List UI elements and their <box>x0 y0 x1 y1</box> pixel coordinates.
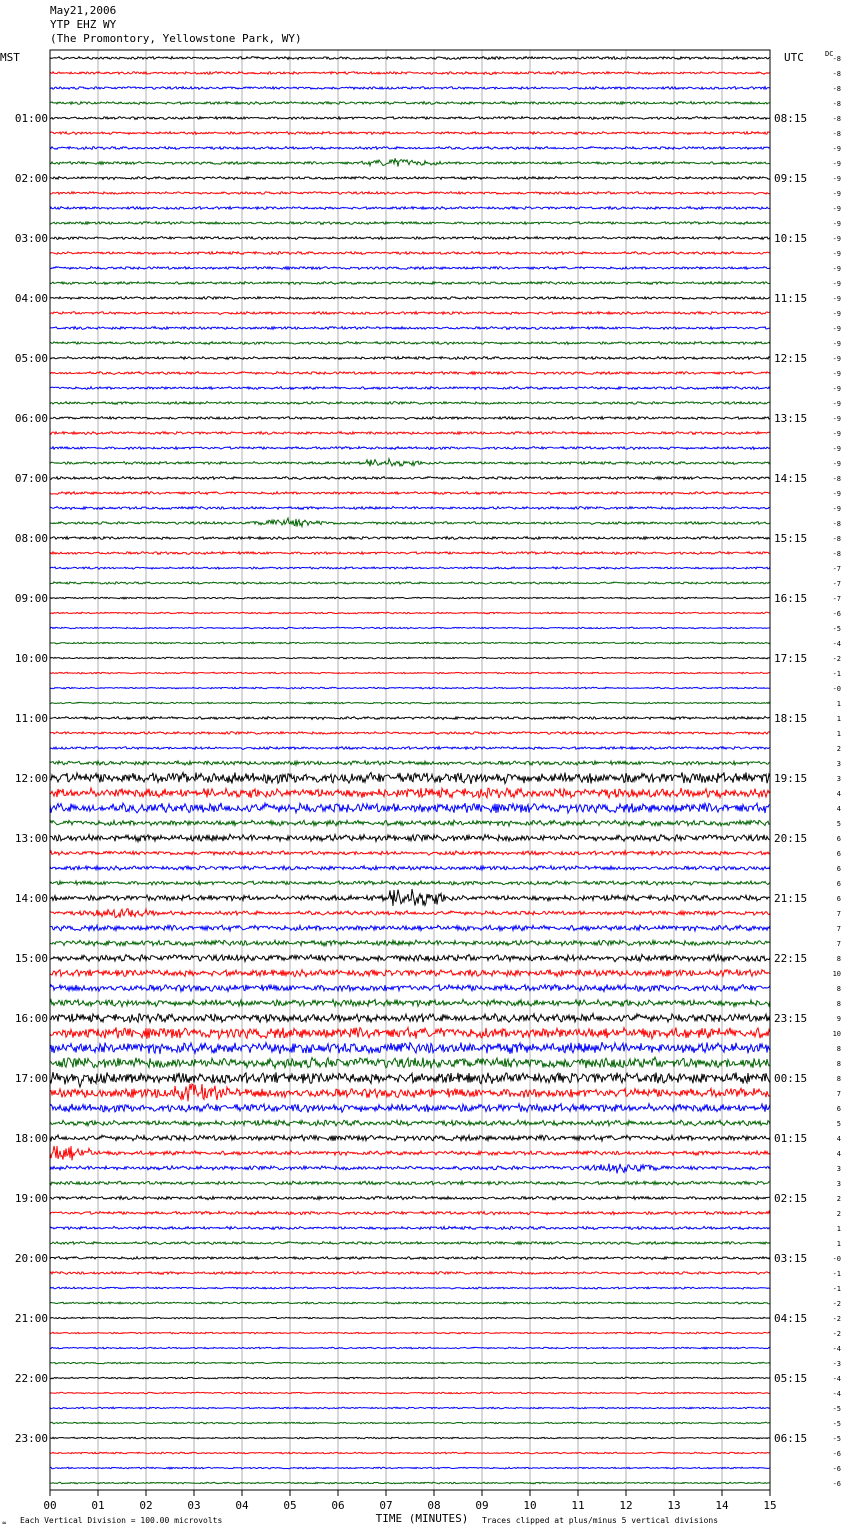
dc-offset-value: -9 <box>832 175 841 183</box>
dc-offset-value: 6 <box>836 865 841 873</box>
seismic-trace <box>50 627 770 629</box>
x-tick-label: 15 <box>763 1499 777 1512</box>
scale-legend: Each Vertical Division = 100.00 microvolts <box>20 1516 223 1525</box>
seismic-trace <box>50 1196 770 1200</box>
right-hour-label: 05:15 <box>774 1372 808 1385</box>
x-tick-label: 07 <box>379 1499 393 1512</box>
left-hour-label: 16:00 <box>14 1012 48 1025</box>
seismic-trace <box>50 132 770 135</box>
seismic-trace <box>50 788 770 798</box>
x-axis-title: TIME (MINUTES) <box>375 1512 469 1525</box>
dc-offset-value: 4 <box>836 790 841 798</box>
seismic-trace <box>50 552 770 555</box>
seismic-trace <box>50 387 770 390</box>
dc-offset-value: -1 <box>832 670 841 678</box>
left-hour-label: 19:00 <box>14 1192 48 1205</box>
dc-offset-value: -9 <box>832 430 841 438</box>
left-hour-label: 03:00 <box>14 232 48 245</box>
dc-offset-value: -9 <box>832 415 841 423</box>
dc-offset-value: 3 <box>836 760 841 768</box>
seismic-trace <box>50 327 770 330</box>
seismic-trace <box>50 567 770 569</box>
dc-offset-value: -3 <box>832 1360 841 1368</box>
left-hour-label: 08:00 <box>14 532 48 545</box>
dc-offset-value: 1 <box>836 1225 841 1233</box>
dc-offset-value: -9 <box>832 280 841 288</box>
right-hour-label: 12:15 <box>774 352 808 365</box>
dc-offset-value: -9 <box>832 400 841 408</box>
seismic-trace <box>50 747 770 750</box>
dc-offset-value: 7 <box>836 910 841 918</box>
seismic-trace <box>50 1332 770 1334</box>
dc-offset-value: -9 <box>832 145 841 153</box>
seismic-trace <box>50 1452 770 1454</box>
dc-offset-value: -7 <box>832 595 841 603</box>
left-hour-label: 21:00 <box>14 1312 48 1325</box>
dc-offset-value: -6 <box>832 1450 841 1458</box>
seismic-trace <box>50 642 770 644</box>
seismic-trace <box>50 672 770 674</box>
dc-offset-value: 7 <box>836 1090 841 1098</box>
seismic-trace <box>50 985 770 992</box>
seismic-trace <box>50 702 770 704</box>
x-tick-label: 01 <box>91 1499 105 1512</box>
dc-offset-value: -9 <box>832 205 841 213</box>
dc-offset-value: -6 <box>832 1465 841 1473</box>
seismic-trace <box>50 851 770 855</box>
dc-offset-value: -2 <box>832 655 841 663</box>
dc-offset-value: -8 <box>832 115 841 123</box>
seismic-trace <box>50 102 770 105</box>
dc-offset-value: 8 <box>836 985 841 993</box>
dc-offset-value: 5 <box>836 820 841 828</box>
seismic-trace <box>50 372 770 375</box>
dc-offset-value: 8 <box>836 1060 841 1068</box>
seismic-trace <box>50 1437 770 1439</box>
dc-offset-value: -9 <box>832 160 841 168</box>
seismic-trace <box>50 117 770 120</box>
seismic-trace <box>50 925 770 931</box>
x-tick-label: 09 <box>475 1499 489 1512</box>
right-hour-label: 04:15 <box>774 1312 808 1325</box>
seismic-trace <box>50 1302 770 1304</box>
dc-offset-header: DC <box>825 50 834 58</box>
seismic-trace <box>50 1014 770 1023</box>
right-hour-label: 01:15 <box>774 1132 808 1145</box>
dc-offset-value: 4 <box>836 1150 841 1158</box>
dc-offset-value: -4 <box>832 1375 841 1383</box>
dc-offset-value: -8 <box>832 55 841 63</box>
dc-offset-value: -4 <box>832 1390 841 1398</box>
seismic-trace <box>50 834 770 841</box>
plot-date: May21,2006 <box>50 4 117 17</box>
x-tick-label: 12 <box>619 1499 633 1512</box>
seismic-trace <box>50 1272 770 1275</box>
dc-offset-value: -9 <box>832 445 841 453</box>
seismic-trace <box>50 889 770 906</box>
station-code: YTP EHZ WY <box>50 18 117 31</box>
dc-offset-value: -8 <box>832 85 841 93</box>
seismic-trace <box>50 1072 770 1087</box>
seismic-trace <box>50 940 770 946</box>
dc-offset-value: -8 <box>832 475 841 483</box>
dc-offset-value: -1 <box>832 1285 841 1293</box>
seismic-trace <box>50 1242 770 1245</box>
seismic-trace <box>50 1146 770 1160</box>
seismic-trace <box>50 1287 770 1289</box>
dc-offset-value: 10 <box>832 970 841 978</box>
dc-offset-value: -9 <box>832 490 841 498</box>
seismic-trace <box>50 87 770 90</box>
dc-offset-value: 1 <box>836 730 841 738</box>
dc-offset-value: 3 <box>836 1180 841 1188</box>
seismic-trace <box>50 447 770 450</box>
dc-offset-value: 2 <box>836 1210 841 1218</box>
seismic-trace <box>50 954 770 961</box>
left-hour-label: 12:00 <box>14 772 48 785</box>
seismic-trace <box>50 222 770 225</box>
seismic-trace <box>50 1407 770 1409</box>
right-hour-label: 03:15 <box>774 1252 808 1265</box>
right-hour-label: 00:15 <box>774 1072 808 1085</box>
seismic-trace <box>50 432 770 435</box>
seismic-trace <box>50 1422 770 1424</box>
left-hour-label: 11:00 <box>14 712 48 725</box>
dc-offset-value: -4 <box>832 640 841 648</box>
left-hour-label: 09:00 <box>14 592 48 605</box>
seismic-trace <box>50 1257 770 1260</box>
seismic-trace <box>50 1084 770 1101</box>
right-hour-label: 13:15 <box>774 412 808 425</box>
dc-offset-value: -0 <box>832 685 841 693</box>
left-hour-label: 04:00 <box>14 292 48 305</box>
seismic-trace <box>50 1135 770 1141</box>
dc-offset-value: 10 <box>832 1030 841 1038</box>
right-hour-label: 17:15 <box>774 652 808 665</box>
right-hour-label: 15:15 <box>774 532 808 545</box>
seismic-trace <box>50 1120 770 1126</box>
dc-offset-value: -9 <box>832 325 841 333</box>
right-hour-label: 22:15 <box>774 952 808 965</box>
seismic-trace <box>50 1181 770 1185</box>
dc-offset-value: -8 <box>832 520 841 528</box>
seismic-trace <box>50 1226 770 1229</box>
left-timezone-label: MST <box>0 51 20 64</box>
x-tick-label: 04 <box>235 1499 249 1512</box>
seismic-trace <box>50 772 770 784</box>
left-hour-label: 01:00 <box>14 112 48 125</box>
right-hour-label: 14:15 <box>774 472 808 485</box>
right-hour-label: 16:15 <box>774 592 808 605</box>
dc-offset-value: 2 <box>836 745 841 753</box>
left-hour-label: 20:00 <box>14 1252 48 1265</box>
left-hour-label: 10:00 <box>14 652 48 665</box>
dc-offset-value: 6 <box>836 880 841 888</box>
dc-offset-value: -9 <box>832 385 841 393</box>
seismic-trace <box>50 57 770 60</box>
seismic-trace <box>50 1211 770 1215</box>
dc-offset-value: 6 <box>836 1105 841 1113</box>
right-hour-label: 19:15 <box>774 772 808 785</box>
dc-offset-value: -8 <box>832 70 841 78</box>
dc-offset-value: 4 <box>836 1135 841 1143</box>
dc-offset-value: 3 <box>836 1165 841 1173</box>
dc-offset-value: -5 <box>832 1405 841 1413</box>
seismic-trace <box>50 881 770 885</box>
right-hour-label: 20:15 <box>774 832 808 845</box>
seismic-trace <box>50 237 770 240</box>
dc-offset-value: -8 <box>832 550 841 558</box>
dc-offset-value: 3 <box>836 775 841 783</box>
left-hour-label: 14:00 <box>14 892 48 905</box>
seismic-trace <box>50 158 770 166</box>
left-hour-label: 22:00 <box>14 1372 48 1385</box>
dc-offset-value: 1 <box>836 715 841 723</box>
x-tick-label: 06 <box>331 1499 345 1512</box>
seismic-trace <box>50 477 770 480</box>
seismic-trace <box>50 72 770 75</box>
dc-offset-value: -9 <box>832 460 841 468</box>
seismic-trace <box>50 147 770 150</box>
dc-offset-value: 6 <box>836 835 841 843</box>
right-hour-label: 10:15 <box>774 232 808 245</box>
dc-offset-value: -9 <box>832 235 841 243</box>
dc-offset-value: -5 <box>832 625 841 633</box>
seismic-traces <box>50 57 770 1484</box>
seismic-trace <box>50 1347 770 1349</box>
seismic-trace <box>50 518 770 526</box>
seismic-trace <box>50 597 770 599</box>
left-hour-label: 06:00 <box>14 412 48 425</box>
seismic-trace <box>50 492 770 495</box>
seismic-trace <box>50 267 770 270</box>
seismic-trace <box>50 1377 770 1379</box>
left-hour-label: 23:00 <box>14 1432 48 1445</box>
right-hour-label: 11:15 <box>774 292 808 305</box>
seismic-trace <box>50 342 770 345</box>
seismic-trace <box>50 402 770 405</box>
left-hour-label: 15:00 <box>14 952 48 965</box>
seismic-trace <box>50 820 770 826</box>
right-timezone-label: UTC <box>784 51 804 64</box>
x-tick-label: 02 <box>139 1499 153 1512</box>
seismic-trace <box>50 1482 770 1484</box>
seismic-trace <box>50 657 770 659</box>
seismic-trace <box>50 761 770 765</box>
left-hour-label: 18:00 <box>14 1132 48 1145</box>
seismic-trace <box>50 207 770 210</box>
seismic-trace <box>50 909 770 918</box>
dc-offset-value: -4 <box>832 1345 841 1353</box>
seismic-trace <box>50 1164 770 1174</box>
left-hour-label: 07:00 <box>14 472 48 485</box>
dc-offset-value: -9 <box>832 370 841 378</box>
right-hour-label: 08:15 <box>774 112 808 125</box>
x-tick-label: 14 <box>715 1499 729 1512</box>
dc-offset-value: 6 <box>836 850 841 858</box>
dc-offset-value: -8 <box>832 100 841 108</box>
seismic-trace <box>50 612 770 614</box>
seismic-trace <box>50 582 770 584</box>
station-location: (The Promontory, Yellowstone Park, WY) <box>50 32 302 45</box>
seismic-trace <box>50 297 770 300</box>
dc-offset-value: -2 <box>832 1300 841 1308</box>
seismic-trace <box>50 969 770 976</box>
seismic-trace <box>50 1392 770 1394</box>
dc-offset-value: 6 <box>836 895 841 903</box>
x-tick-label: 13 <box>667 1499 681 1512</box>
dc-offset-value: 9 <box>836 1015 841 1023</box>
x-tick-label: 10 <box>523 1499 537 1512</box>
seismic-trace <box>50 507 770 510</box>
seismic-trace <box>50 1057 770 1068</box>
x-tick-label: 08 <box>427 1499 441 1512</box>
seismic-trace <box>50 732 770 735</box>
left-hour-label: 13:00 <box>14 832 48 845</box>
dc-offset-value: -9 <box>832 190 841 198</box>
right-hour-label: 09:15 <box>774 172 808 185</box>
seismic-trace <box>50 1317 770 1319</box>
left-hour-label: 02:00 <box>14 172 48 185</box>
seismic-trace <box>50 282 770 285</box>
seismic-trace <box>50 417 770 420</box>
clip-note: Traces clipped at plus/minus 5 vertical divisions <box>482 1516 719 1525</box>
seismic-trace <box>50 866 770 870</box>
x-tick-label: 05 <box>283 1499 297 1512</box>
seismic-trace <box>50 1104 770 1113</box>
left-hour-label: 17:00 <box>14 1072 48 1085</box>
seismic-trace <box>50 192 770 195</box>
axis-labels <box>15 55 841 1512</box>
dc-offset-value: 7 <box>836 925 841 933</box>
right-hour-label: 06:15 <box>774 1432 808 1445</box>
dc-offset-value: 1 <box>836 700 841 708</box>
seismic-trace <box>50 687 770 689</box>
dc-offset-value: -2 <box>832 1330 841 1338</box>
dc-offset-value: -9 <box>832 340 841 348</box>
dc-offset-value: -6 <box>832 610 841 618</box>
dc-offset-value: -9 <box>832 310 841 318</box>
dc-offset-value: 8 <box>836 1045 841 1053</box>
dc-offset-value: -7 <box>832 580 841 588</box>
dc-offset-value: -6 <box>832 1480 841 1488</box>
seismic-trace <box>50 357 770 360</box>
dc-offset-value: 8 <box>836 1075 841 1083</box>
dc-offset-value: 2 <box>836 1195 841 1203</box>
dc-offset-value: -9 <box>832 250 841 258</box>
dc-offset-value: 1 <box>836 1240 841 1248</box>
seismic-trace <box>50 177 770 180</box>
seismic-trace <box>50 1362 770 1364</box>
scale-mark: ≈ <box>2 1519 7 1527</box>
right-hour-label: 23:15 <box>774 1012 808 1025</box>
seismic-trace <box>50 1467 770 1469</box>
dc-offset-value: -1 <box>832 1270 841 1278</box>
seismic-trace <box>50 999 770 1006</box>
seismic-trace <box>50 537 770 540</box>
left-hour-label: 05:00 <box>14 352 48 365</box>
dc-offset-value: 4 <box>836 805 841 813</box>
dc-offset-value: -2 <box>832 1315 841 1323</box>
right-hour-label: 21:15 <box>774 892 808 905</box>
dc-offset-value: -7 <box>832 565 841 573</box>
dc-offset-value: -5 <box>832 1420 841 1428</box>
seismic-trace <box>50 803 770 813</box>
dc-offset-value: 8 <box>836 955 841 963</box>
dc-offset-value: -8 <box>832 130 841 138</box>
dc-offset-value: 7 <box>836 940 841 948</box>
seismic-trace <box>50 1042 770 1054</box>
x-tick-label: 11 <box>571 1499 585 1512</box>
seismic-trace <box>50 717 770 720</box>
dc-offset-value: -8 <box>832 535 841 543</box>
dc-offset-value: -9 <box>832 265 841 273</box>
right-hour-label: 18:15 <box>774 712 808 725</box>
seismic-trace <box>50 312 770 315</box>
dc-offset-value: -5 <box>832 1435 841 1443</box>
seismic-trace <box>50 252 770 255</box>
dc-offset-value: -9 <box>832 220 841 228</box>
dc-offset-value: 8 <box>836 1000 841 1008</box>
seismic-trace <box>50 459 770 467</box>
dc-offset-value: -9 <box>832 505 841 513</box>
dc-offset-value: -0 <box>832 1255 841 1263</box>
x-tick-label: 03 <box>187 1499 201 1512</box>
seismic-trace <box>50 1027 770 1038</box>
right-hour-label: 02:15 <box>774 1192 808 1205</box>
dc-offset-value: -9 <box>832 295 841 303</box>
dc-offset-value: -9 <box>832 355 841 363</box>
dc-offset-value: 5 <box>836 1120 841 1128</box>
x-tick-label: 00 <box>43 1499 57 1512</box>
